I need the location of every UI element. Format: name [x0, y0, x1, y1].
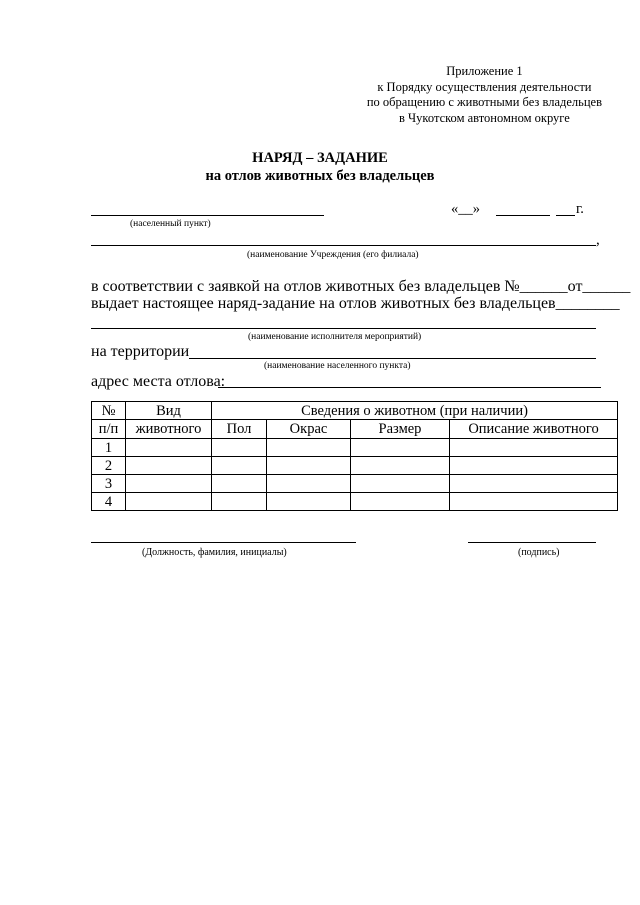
appendix-line-3: по обращению с животными без владельцев: [366, 95, 602, 109]
territory-field[interactable]: [189, 358, 596, 359]
row-number-cell: 4: [92, 493, 126, 511]
date-day: [451, 201, 480, 218]
position-field[interactable]: [91, 542, 356, 543]
appendix-block: [367, 64, 602, 126]
table-row: [92, 475, 618, 493]
table-row: [92, 457, 618, 475]
row-kind-cell[interactable]: [126, 493, 212, 511]
address-field[interactable]: [218, 387, 601, 388]
institution-comma: ,: [596, 232, 600, 248]
row-number-cell: 2: [92, 457, 126, 475]
signature-field[interactable]: [468, 542, 596, 543]
row-number-cell: 1: [92, 439, 126, 457]
row-sex-cell[interactable]: [212, 457, 267, 475]
institution-caption: (наименование Учреждения (его филиала): [247, 250, 419, 260]
territory-label: на территории: [91, 343, 190, 360]
document-title: НАРЯД – ЗАДАНИЕ: [252, 150, 388, 166]
issues-line: выдает настоящее наряд-задание на отлов животных без владельцев________: [91, 295, 620, 312]
appendix-line-2: к Порядку осуществления деятельности: [377, 79, 592, 94]
row-size-cell[interactable]: [351, 493, 450, 511]
header-cell-sex: Пол: [212, 420, 267, 439]
institution-field[interactable]: [91, 245, 596, 246]
row-description-cell[interactable]: [450, 493, 618, 511]
header-cell-size: Размер: [351, 420, 450, 439]
row-description-cell[interactable]: [450, 457, 618, 475]
table-subheader-row: [92, 420, 618, 439]
row-color-cell[interactable]: [267, 493, 351, 511]
row-description-cell[interactable]: [450, 439, 618, 457]
header-cell-number-1: №: [92, 402, 126, 420]
table-row: [92, 493, 618, 511]
date-month-field[interactable]: [496, 215, 550, 216]
territory-caption: (наименование населенного пункта): [264, 361, 411, 371]
address-label: адрес места отлова:: [91, 373, 226, 390]
header-cell-kind-2: животного: [126, 420, 212, 439]
signature-caption: (подпись): [518, 547, 560, 558]
row-kind-cell[interactable]: [126, 475, 212, 493]
executor-caption: (наименование исполнителя мероприятий): [248, 332, 422, 342]
date-year-suffix: г.: [576, 201, 584, 217]
row-color-cell[interactable]: [267, 457, 351, 475]
executor-field[interactable]: [91, 328, 596, 329]
date-year-field[interactable]: [556, 215, 575, 216]
row-description-cell[interactable]: [450, 475, 618, 493]
header-cell-color: Окрас: [267, 420, 351, 439]
row-color-cell[interactable]: [267, 475, 351, 493]
row-size-cell[interactable]: [351, 457, 450, 475]
header-cell-number-2: п/п: [92, 420, 126, 439]
row-number-cell: 3: [92, 475, 126, 493]
date-close-quote: »: [472, 201, 480, 217]
locality-field[interactable]: [91, 215, 324, 216]
appendix-line-4: в Чукотском автономном округе: [399, 110, 570, 125]
position-caption: (Должность, фамилия, инициалы): [142, 547, 287, 558]
row-sex-cell[interactable]: [212, 475, 267, 493]
row-size-cell[interactable]: [351, 439, 450, 457]
request-line: в соответствии с заявкой на отлов животных без владельцев №______от______: [91, 278, 631, 295]
row-kind-cell[interactable]: [126, 439, 212, 457]
header-cell-info: Сведения о животном (при наличии): [212, 402, 618, 420]
appendix-line-1: Приложение 1: [446, 64, 523, 78]
animal-table: [91, 401, 618, 511]
row-color-cell[interactable]: [267, 439, 351, 457]
table-header-row: [92, 402, 618, 420]
row-size-cell[interactable]: [351, 475, 450, 493]
locality-caption: (населенный пункт): [130, 219, 211, 229]
row-sex-cell[interactable]: [212, 493, 267, 511]
row-kind-cell[interactable]: [126, 457, 212, 475]
header-cell-kind-1: Вид: [126, 402, 212, 420]
date-open-quote: «: [451, 201, 459, 217]
row-sex-cell[interactable]: [212, 439, 267, 457]
date-day-blank: __: [458, 201, 473, 217]
header-cell-description: Описание животного: [450, 420, 618, 439]
document-subtitle: на отлов животных без владельцев: [205, 168, 435, 184]
table-row: [92, 439, 618, 457]
